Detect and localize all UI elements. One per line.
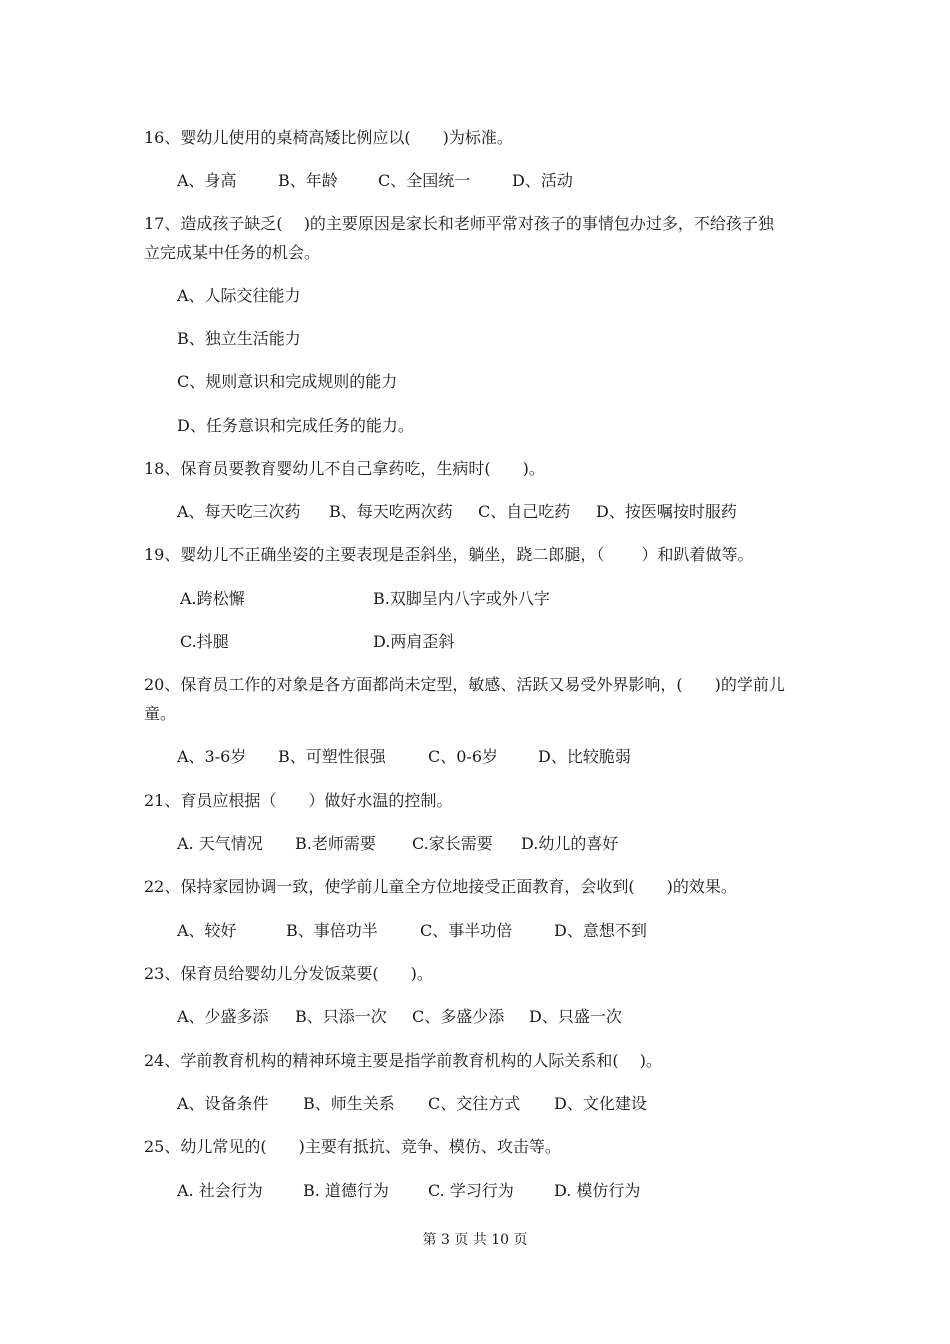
question-25-option-c: C. 学习行为 <box>428 1181 514 1200</box>
question-23-option-d: D、只盛一次 <box>529 1007 622 1026</box>
question-18-option-b: B、每天吃两次药 <box>329 502 453 521</box>
question-25-option-b: B. 道德行为 <box>303 1181 389 1200</box>
question-18-option-a: A、每天吃三次药 <box>177 502 301 521</box>
question-20-option-c: C、0-6岁 <box>428 747 499 766</box>
question-22-option-d: D、意想不到 <box>554 921 647 940</box>
question-24-option-c: C、交往方式 <box>428 1094 521 1113</box>
question-21-option-c: C.家长需要 <box>412 834 493 853</box>
question-16-stem: 16、婴幼儿使用的桌椅高矮比例应以( )为标准。 <box>144 128 513 147</box>
question-20-option-a: A、3-6岁 <box>177 747 247 766</box>
question-21-stem: 21、育员应根据（ ）做好水温的控制。 <box>144 791 453 810</box>
question-21-option-d: D.幼儿的喜好 <box>521 834 619 853</box>
question-22-option-c: C、事半功倍 <box>420 921 513 940</box>
question-17-option-d: D、任务意识和完成任务的能力。 <box>177 416 414 435</box>
question-17-option-a: A、人际交往能力 <box>177 286 301 305</box>
question-25-stem: 25、幼儿常见的( )主要有抵抗、竞争、模仿、攻击等。 <box>144 1137 561 1156</box>
question-16-option-d: D、活动 <box>512 171 573 190</box>
question-19-option-d: D.两肩歪斜 <box>373 632 455 651</box>
question-19-option-b: B.双脚呈内八字或外八字 <box>373 589 550 608</box>
question-19-stem: 19、婴幼儿不正确坐姿的主要表现是歪斜坐，躺坐，跷二郎腿，（ ）和趴着做等。 <box>144 545 754 564</box>
question-23-option-a: A、少盛多添 <box>177 1007 269 1026</box>
question-18-option-d: D、按医嘱按时服药 <box>596 502 737 521</box>
question-20-stem-line-1: 20、保育员工作的对象是各方面都尚未定型，敏感、活跃又易受外界影响，( )的学前儿 <box>144 675 785 694</box>
question-24-option-a: A、设备条件 <box>177 1094 269 1113</box>
question-17-option-b: B、独立生活能力 <box>177 329 301 348</box>
question-21-option-a: A. 天气情况 <box>177 834 263 853</box>
question-22-option-a: A、较好 <box>177 921 237 940</box>
question-20-option-d: D、比较脆弱 <box>538 747 631 766</box>
question-20-option-b: B、可塑性很强 <box>278 747 386 766</box>
question-20-stem-line-2: 童。 <box>144 704 177 723</box>
question-18-stem: 18、保育员要教育婴幼儿不自己拿药吃，生病时( )。 <box>144 459 545 478</box>
question-16-option-a: A、身高 <box>177 171 237 190</box>
question-17-stem-line-1: 17、造成孩子缺乏( )的主要原因是家长和老师平常对孩子的事情包办过多，不给孩子独 <box>144 214 774 233</box>
question-19-option-a: A.跨松懈 <box>180 589 245 608</box>
question-22-option-b: B、事倍功半 <box>286 921 378 940</box>
question-23-stem: 23、保育员给婴幼儿分发饭菜要( )。 <box>144 964 433 983</box>
question-16-option-b: B、年龄 <box>278 171 338 190</box>
question-23-option-c: C、多盛少添 <box>412 1007 505 1026</box>
question-17-stem-line-2: 立完成某中任务的机会。 <box>144 243 321 262</box>
question-18-option-c: C、自己吃药 <box>478 502 571 521</box>
question-19-option-c: C.抖腿 <box>180 632 229 651</box>
question-25-option-d: D. 模仿行为 <box>554 1181 641 1200</box>
question-17-option-c: C、规则意识和完成规则的能力 <box>177 372 398 391</box>
question-21-option-b: B.老师需要 <box>295 834 376 853</box>
question-23-option-b: B、只添一次 <box>295 1007 387 1026</box>
question-22-stem: 22、保持家园协调一致，使学前儿童全方位地接受正面教育，会收到( )的效果。 <box>144 877 737 896</box>
question-16-option-c: C、全国统一 <box>378 171 471 190</box>
question-24-option-b: B、师生关系 <box>303 1094 395 1113</box>
question-25-option-a: A. 社会行为 <box>177 1181 263 1200</box>
page-footer: 第 3 页 共 10 页 <box>422 1232 528 1248</box>
question-24-option-d: D、文化建设 <box>554 1094 647 1113</box>
question-24-stem: 24、学前教育机构的精神环境主要是指学前教育机构的人际关系和( )。 <box>144 1051 662 1070</box>
